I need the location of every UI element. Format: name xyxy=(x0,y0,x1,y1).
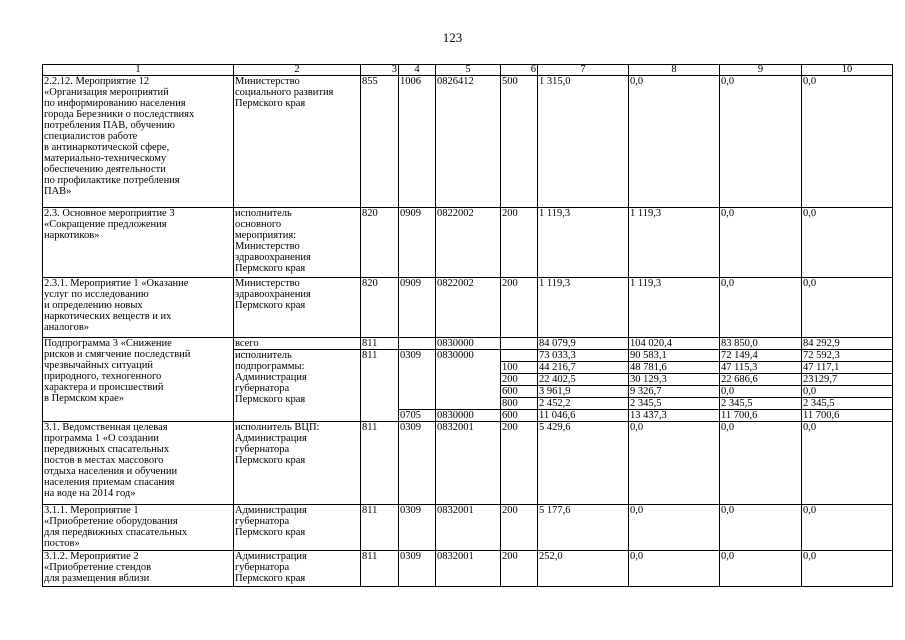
header-cell: 5 xyxy=(436,65,501,76)
cell-grbs: 820 xyxy=(361,278,399,338)
cell-executor: исполнитель подпрограммы: Администрация губернатора Пермского края xyxy=(234,350,361,422)
header-cell: 4 xyxy=(399,65,436,76)
header-cell: 2 xyxy=(234,65,361,76)
cell-value: 1 119,3 xyxy=(629,208,720,278)
cell-name: 3.1.2. Мероприятие 2 «Приобретение стендов для размещения вблизи xyxy=(43,551,234,587)
table-row xyxy=(43,551,893,587)
cell-value: 90 583,1 xyxy=(629,350,720,362)
table-row xyxy=(43,278,893,338)
cell-value: 0,0 xyxy=(629,76,720,208)
cell-target: 0832001 xyxy=(436,422,501,505)
cell-vr: 200 xyxy=(501,505,538,551)
table-row xyxy=(43,338,893,350)
cell-grbs: 811 xyxy=(361,350,399,422)
cell-executor: исполнитель основного мероприятия: Министерство здравоохранения Пермского края xyxy=(234,208,361,278)
cell-value: 0,0 xyxy=(629,551,720,587)
cell-vr: 500 xyxy=(501,76,538,208)
cell-executor: Администрация губернатора Пермского края xyxy=(234,551,361,587)
cell-value: 72 149,4 xyxy=(720,350,802,362)
cell-value: 0,0 xyxy=(802,386,893,398)
cell-name: 3.1.1. Мероприятие 1 «Приобретение оборудования для передвижных спасательных постов» xyxy=(43,505,234,551)
cell-vr: 200 xyxy=(501,374,538,386)
cell-value: 1 315,0 xyxy=(538,76,629,208)
cell-grbs: 811 xyxy=(361,422,399,505)
cell-section: 0309 xyxy=(399,505,436,551)
table-row xyxy=(43,208,893,278)
cell-target: 0830000 xyxy=(436,338,501,350)
cell-value: 5 177,6 xyxy=(538,505,629,551)
cell-value: 0,0 xyxy=(720,278,802,338)
cell-executor: исполнитель ВЦП: Администрация губернатора Пермского края xyxy=(234,422,361,505)
cell-value: 47 115,3 xyxy=(720,362,802,374)
cell-target: 0822002 xyxy=(436,278,501,338)
cell-executor: Администрация губернатора Пермского края xyxy=(234,505,361,551)
cell-value: 252,0 xyxy=(538,551,629,587)
cell-name: Подпрограмма 3 «Снижение рисков и смягчение последствий чрезвычайных ситуаций природного, техногенного характера и происшествий в Пермском крае» xyxy=(43,338,234,422)
cell-executor: Министерство здравоохранения Пермского края xyxy=(234,278,361,338)
cell-value: 23129,7 xyxy=(802,374,893,386)
cell-value: 72 592,3 xyxy=(802,350,893,362)
header-cell: 1 xyxy=(43,65,234,76)
cell-vr: 200 xyxy=(501,278,538,338)
cell-value: 22 402,5 xyxy=(538,374,629,386)
cell-section xyxy=(399,338,436,350)
cell-name: 3.1. Ведомственная целевая программа 1 «О создании передвижных спасательных постов в местах массового отдыха населения и обучении населения приемам спасания на воде на 2014 год» xyxy=(43,422,234,505)
cell-value: 0,0 xyxy=(802,551,893,587)
cell-target: 0832001 xyxy=(436,505,501,551)
cell-value: 2 452,2 xyxy=(538,398,629,410)
cell-section: 0309 xyxy=(399,350,436,410)
cell-vr: 200 xyxy=(501,422,538,505)
cell-value: 9 326,7 xyxy=(629,386,720,398)
cell-value: 3 961,9 xyxy=(538,386,629,398)
header-cell: 7 xyxy=(538,65,629,76)
cell-vr: 200 xyxy=(501,208,538,278)
cell-value: 104 020,4 xyxy=(629,338,720,350)
cell-value: 0,0 xyxy=(720,76,802,208)
cell-value: 0,0 xyxy=(720,386,802,398)
budget-table xyxy=(42,64,893,587)
cell-value: 0,0 xyxy=(720,208,802,278)
cell-vr: 600 xyxy=(501,410,538,422)
cell-target: 0830000 xyxy=(436,410,501,422)
cell-executor: Министерство социального развития Пермского края xyxy=(234,76,361,208)
cell-value: 30 129,3 xyxy=(629,374,720,386)
cell-value: 47 117,1 xyxy=(802,362,893,374)
cell-section: 0309 xyxy=(399,422,436,505)
cell-value: 73 033,3 xyxy=(538,350,629,362)
cell-value: 0,0 xyxy=(720,505,802,551)
cell-name: 2.2.12. Мероприятие 12 «Организация мероприятий по информированию населения города Березники о последствиях потребления ПАВ, обучению специалистов работе в антинаркотической сфере, материально-техническому обеспечению деятельности по профилактике потребления ПАВ» xyxy=(43,76,234,208)
header-cell: 3 xyxy=(361,65,399,76)
cell-value: 83 850,0 xyxy=(720,338,802,350)
cell-section: 1006 xyxy=(399,76,436,208)
cell-value: 11 046,6 xyxy=(538,410,629,422)
cell-value: 0,0 xyxy=(720,422,802,505)
cell-value: 0,0 xyxy=(720,551,802,587)
table-row xyxy=(43,422,893,505)
cell-grbs: 855 xyxy=(361,76,399,208)
cell-value: 48 781,6 xyxy=(629,362,720,374)
cell-value: 2 345,5 xyxy=(802,398,893,410)
cell-target: 0826412 xyxy=(436,76,501,208)
header-cell: 8 xyxy=(629,65,720,76)
cell-vr: 600 xyxy=(501,386,538,398)
cell-value: 0,0 xyxy=(629,505,720,551)
cell-value: 84 079,9 xyxy=(538,338,629,350)
cell-value: 11 700,6 xyxy=(720,410,802,422)
cell-grbs: 820 xyxy=(361,208,399,278)
cell-section: 0909 xyxy=(399,208,436,278)
cell-vr xyxy=(501,350,538,362)
cell-value: 0,0 xyxy=(802,422,893,505)
cell-value: 0,0 xyxy=(802,208,893,278)
header-cell: 9 xyxy=(720,65,802,76)
cell-value: 2 345,5 xyxy=(629,398,720,410)
cell-grbs: 811 xyxy=(361,338,399,350)
cell-value: 13 437,3 xyxy=(629,410,720,422)
cell-name: 2.3.1. Мероприятие 1 «Оказание услуг по исследованию и определению новых наркотических веществ и их аналогов» xyxy=(43,278,234,338)
table-row xyxy=(43,505,893,551)
header-row xyxy=(43,65,893,76)
cell-section: 0705 xyxy=(399,410,436,422)
cell-value: 2 345,5 xyxy=(720,398,802,410)
cell-value: 22 686,6 xyxy=(720,374,802,386)
header-cell: 6 xyxy=(501,65,538,76)
cell-vr: 100 xyxy=(501,362,538,374)
cell-value: 1 119,3 xyxy=(629,278,720,338)
cell-grbs: 811 xyxy=(361,551,399,587)
cell-value: 0,0 xyxy=(802,278,893,338)
cell-vr: 800 xyxy=(501,398,538,410)
cell-value: 0,0 xyxy=(802,76,893,208)
cell-vr: 200 xyxy=(501,551,538,587)
cell-value: 0,0 xyxy=(629,422,720,505)
cell-value: 84 292,9 xyxy=(802,338,893,350)
header-cell: 10 xyxy=(802,65,893,76)
cell-value: 5 429,6 xyxy=(538,422,629,505)
page-number: 123 xyxy=(442,30,463,45)
cell-value: 1 119,3 xyxy=(538,278,629,338)
cell-target: 0832001 xyxy=(436,551,501,587)
cell-target: 0830000 xyxy=(436,350,501,410)
table-row xyxy=(43,76,893,208)
cell-value: 44 216,7 xyxy=(538,362,629,374)
cell-value: 1 119,3 xyxy=(538,208,629,278)
cell-grbs: 811 xyxy=(361,505,399,551)
cell-section: 0909 xyxy=(399,278,436,338)
cell-name: 2.3. Основное мероприятие 3 «Сокращение предложения наркотиков» xyxy=(43,208,234,278)
cell-vr xyxy=(501,338,538,350)
cell-target: 0822002 xyxy=(436,208,501,278)
cell-value: 0,0 xyxy=(802,505,893,551)
cell-executor: всего xyxy=(234,338,361,350)
cell-value: 11 700,6 xyxy=(802,410,893,422)
cell-section: 0309 xyxy=(399,551,436,587)
